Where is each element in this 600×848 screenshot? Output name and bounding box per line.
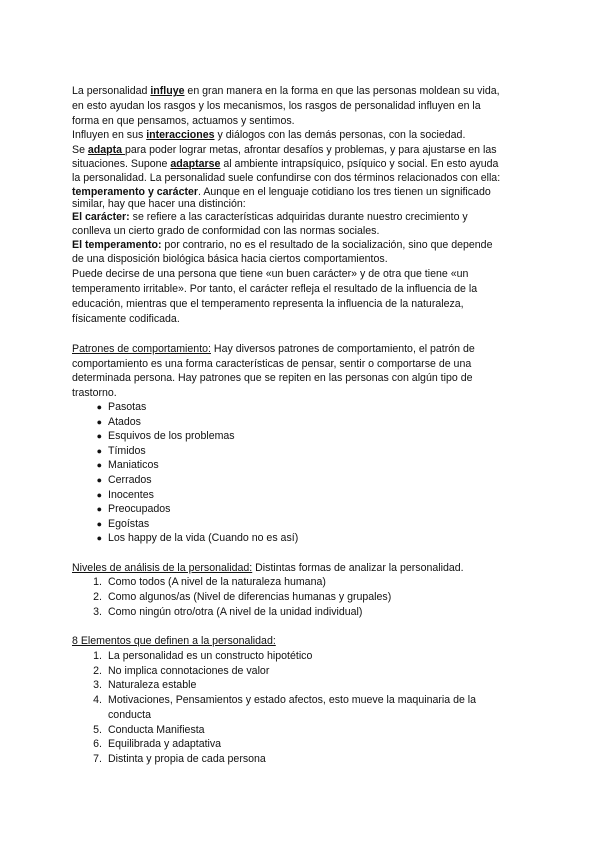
list-item [96, 488, 154, 502]
text: se refiere a las características adquiridas durante nuestro crecimiento y [129, 211, 468, 223]
text: Influyen en sus [72, 129, 147, 141]
text: Puede decirse de una persona que tiene «un buen carácter» y de otra que tiene «un [72, 268, 469, 280]
list-item [93, 679, 197, 692]
text: en esto ayudan los rasgos y los mecanismos, los rasgos de personalidad influyen en la [72, 100, 481, 112]
intro-line [72, 239, 492, 252]
list-item-text: Equilibrada y adaptativa [108, 738, 222, 751]
list-item [93, 576, 326, 589]
text: comportamiento es una forma características de pensar, sentir o comportarse de una [72, 358, 472, 370]
text: al ambiente intrapsíquico, psíquico y social. En esto ayuda [220, 158, 499, 170]
list-item [93, 723, 205, 737]
emphasis-text: El temperamento: [72, 239, 162, 251]
list-item-text: Atados [108, 415, 141, 428]
list-item [96, 532, 299, 545]
list-number: 3. [93, 679, 102, 692]
text: y diálogos con las demás personas, con la sociedad. [214, 129, 466, 141]
list-item-text: Como ningún otro/otra (A nivel de la unidad individual) [108, 606, 363, 618]
text: situaciones. Supone [72, 158, 171, 170]
bullet-icon: ● [96, 445, 102, 456]
list-item [96, 401, 147, 414]
intro-line [72, 158, 498, 171]
text: Distintas formas de analizar la personalidad. [252, 562, 464, 574]
list-item [108, 709, 151, 722]
emphasis-text: adapta [87, 144, 125, 156]
emphasis-text: interacciones [146, 129, 215, 141]
text: de una disposición biológica básica hacia ciertos comportamientos. [72, 253, 388, 265]
intro-line [72, 129, 465, 142]
emphasis-text: adaptarse [170, 158, 221, 170]
list-number: 2. [93, 664, 102, 677]
text: temperamento irritable». Por tanto, el carácter refleja el resultado de la influencia de la [72, 283, 478, 295]
intro-line [72, 313, 180, 326]
intro-line [72, 298, 464, 311]
list-number: 5. [93, 723, 102, 736]
list-item-text: Cerrados [108, 474, 152, 486]
intro-line [72, 283, 477, 296]
intro-line [72, 225, 379, 238]
intro-line [72, 198, 246, 211]
text: La personalidad [72, 85, 151, 97]
list-item [93, 650, 313, 663]
patrones-line [72, 372, 472, 385]
intro-line [72, 100, 481, 113]
list-item-text: Como todos (A nivel de la naturaleza humana) [108, 576, 326, 588]
list-item-text: Egoístas [108, 517, 150, 530]
emphasis-text: 8 Elementos que definen a la personalidad: [72, 635, 276, 647]
patrones-line [72, 387, 117, 400]
text: similar, hay que hacer una distinción: [72, 198, 246, 210]
list-item-text: Los happy de la vida (Cuando no es así) [108, 532, 299, 545]
patrones-line [72, 343, 475, 356]
text: para poder lograr metas, afrontar desafíos y problemas, y para ajustarse en las [125, 144, 497, 156]
list-item-text: Conducta Manifiesta [108, 723, 205, 736]
list-number: 7. [93, 752, 102, 765]
list-item [93, 738, 222, 751]
bullet-icon: ● [96, 518, 102, 529]
bullet-icon: ● [96, 533, 102, 544]
text: conlleva un cierto grado de conformidad con las normas sociales. [72, 225, 380, 237]
text: educación, mientras que el temperamento representa la influencia de la naturaleza, [72, 298, 464, 310]
list-item [93, 591, 392, 604]
text: . Aunque en el lenguaje cotidiano los tres tienen un significado [198, 186, 491, 198]
emphasis-text: Niveles de análisis de la personalidad: [72, 562, 253, 574]
bullet-icon: ● [96, 402, 102, 412]
list-item [93, 752, 266, 766]
list-item-text: La personalidad es un constructo hipotético [108, 650, 313, 662]
text: trastorno. [72, 387, 117, 399]
list-item [96, 517, 150, 531]
intro-line [72, 144, 497, 157]
list-item-text: Esquivos de los problemas [108, 430, 235, 443]
list-item [93, 694, 477, 707]
list-item [93, 664, 270, 678]
text: Hay diversos patrones de comportamiento, el patrón de [210, 343, 475, 355]
emphasis-text: influye [150, 85, 185, 97]
intro-line [72, 115, 295, 128]
intro-line [72, 211, 468, 224]
list-item-text: Naturaleza estable [108, 679, 197, 692]
list-item [96, 503, 171, 516]
text: Se [72, 144, 88, 156]
list-number: 2. [93, 591, 102, 603]
list-item [93, 606, 363, 619]
list-item [96, 415, 141, 429]
list-item-text: conducta [108, 708, 151, 721]
list-item-text: Distinta y propia de cada persona [108, 752, 266, 765]
list-item [96, 474, 152, 487]
emphasis-text: Patrones de comportamiento: [72, 343, 211, 355]
list-item-text: Motivaciones, Pensamientos y estado afectos, esto mueve la maquinaria de la [108, 694, 477, 707]
list-item [96, 444, 146, 458]
intro-line [72, 268, 468, 281]
text: físicamente codificada. [72, 313, 180, 325]
bullet-icon: ● [96, 489, 102, 500]
list-item [96, 459, 159, 472]
intro-line [72, 253, 388, 266]
niveles-line [72, 562, 464, 575]
patrones-line [72, 358, 471, 371]
emphasis-text: temperamento y carácter [72, 186, 199, 198]
text: forma en que pensamos, actuamos y sentimos. [72, 115, 295, 127]
list-number: 4. [93, 694, 102, 707]
text: por contrario, no es el resultado de la socialización, sino que depende [161, 239, 493, 251]
intro-line [72, 172, 500, 185]
text: la personalidad. La personalidad suele confundirse con dos términos relacionados con ella: [72, 172, 501, 184]
list-number: 1. [93, 650, 102, 662]
bullet-icon: ● [96, 416, 102, 427]
text: en gran manera en la forma en que las personas moldean su vida, [184, 85, 500, 97]
list-item [96, 430, 235, 443]
list-item-text: Inocentes [108, 488, 154, 501]
list-item-text: No implica connotaciones de valor [108, 664, 270, 677]
bullet-icon: ● [96, 504, 102, 515]
list-item-text: Maniaticos [108, 459, 159, 472]
intro-line [72, 85, 500, 98]
emphasis-text: El carácter: [72, 211, 130, 223]
list-number: 6. [93, 738, 102, 751]
list-item-text: Preocupados [108, 503, 171, 516]
bullet-icon: ● [96, 431, 102, 442]
text: determinada persona. Hay patrones que se repiten en las personas con algún tipo de [72, 372, 473, 384]
list-item-text: Pasotas [108, 401, 147, 413]
list-item-text: Tímidos [108, 444, 146, 457]
list-item-text: Como algunos/as (Nivel de diferencias humanas y grupales) [108, 591, 392, 603]
bullet-icon: ● [96, 460, 102, 471]
list-number: 3. [93, 606, 102, 618]
elementos-line [72, 635, 276, 648]
bullet-icon: ● [96, 475, 102, 485]
list-number: 1. [93, 576, 102, 588]
